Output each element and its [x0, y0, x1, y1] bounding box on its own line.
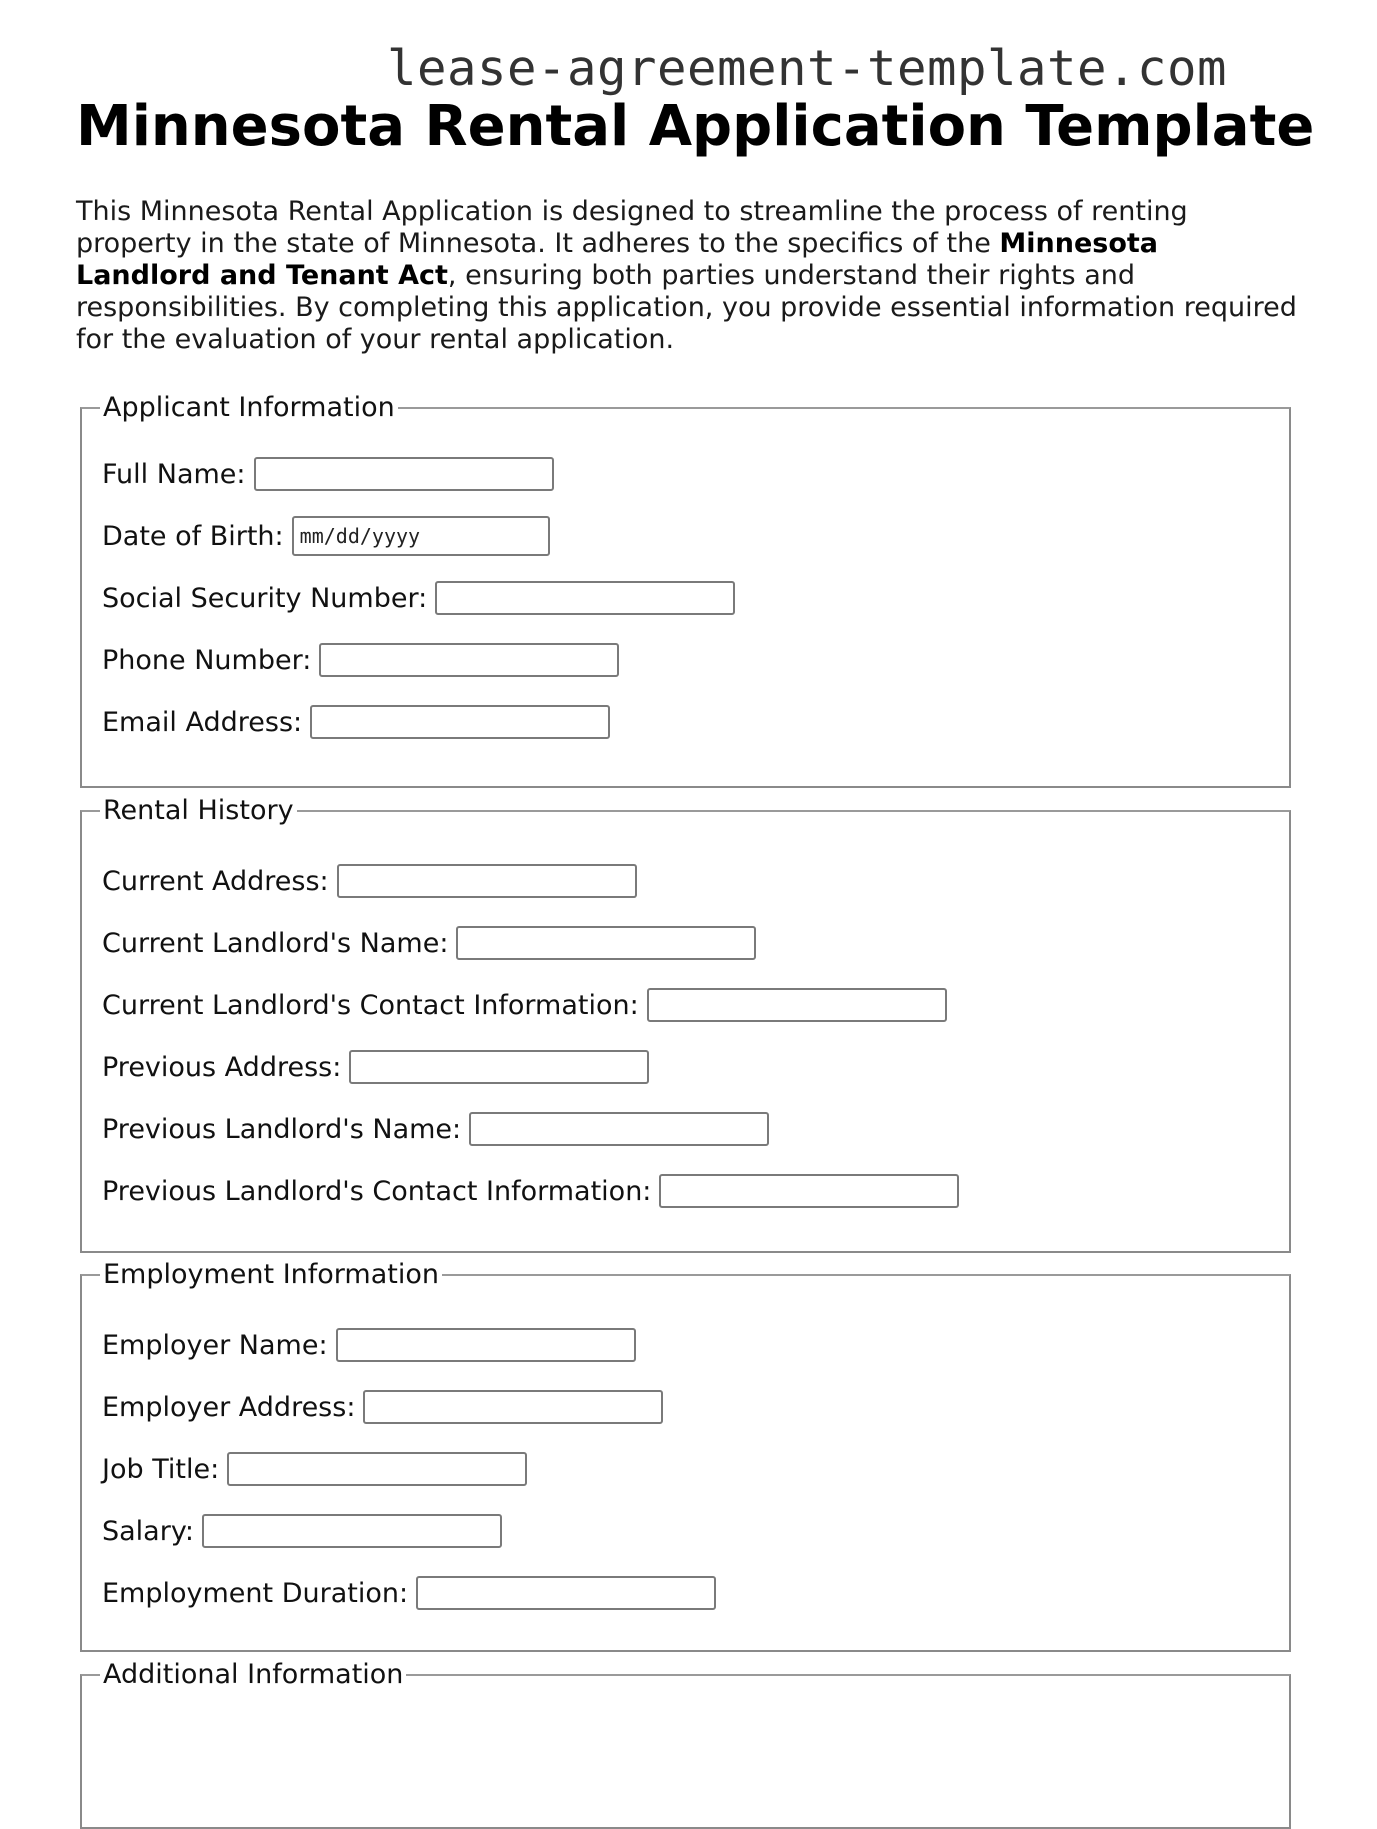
email-address-label: Email Address: — [102, 706, 303, 738]
employment-duration-row — [102, 1562, 1269, 1624]
previous-landlord-contact-input[interactable] — [659, 1174, 959, 1208]
employer-address-input[interactable] — [363, 1390, 663, 1424]
intro-paragraph — [76, 196, 1301, 356]
previous-address-row — [102, 1036, 1269, 1098]
current-landlord-contact-input[interactable] — [647, 988, 947, 1022]
phone-number-row — [102, 629, 1269, 691]
intro-text-1: This Minnesota Rental Application is designed to streamline the process of renting property in the state of Minnesota. It adheres to the specifics of the — [76, 196, 1188, 259]
job-title-label: Job Title: — [102, 1453, 220, 1485]
employment-duration-input[interactable] — [416, 1576, 716, 1610]
ssn-label: Social Security Number: — [102, 582, 428, 614]
page-title: Minnesota Rental Application Template — [76, 94, 1315, 159]
previous-landlord-contact-label: Previous Landlord's Contact Information: — [102, 1175, 652, 1207]
current-landlord-contact-row — [102, 974, 1269, 1036]
ssn-row — [102, 567, 1269, 629]
additional-information-legend: Additional Information — [103, 1659, 404, 1690]
employer-address-label: Employer Address: — [102, 1391, 356, 1423]
employer-name-label: Employer Name: — [102, 1329, 328, 1361]
full-name-row — [102, 443, 1269, 505]
salary-input[interactable] — [202, 1514, 502, 1548]
job-title-row — [102, 1438, 1269, 1500]
full-name-input[interactable] — [254, 457, 554, 491]
employment-information-section — [80, 1259, 1291, 1652]
ssn-input[interactable] — [435, 581, 735, 615]
email-address-input[interactable] — [310, 705, 610, 739]
employer-address-row — [102, 1376, 1269, 1438]
date-of-birth-label: Date of Birth: — [102, 520, 284, 552]
applicant-information-legend: Applicant Information — [103, 392, 395, 423]
phone-number-input[interactable] — [319, 643, 619, 677]
rental-history-legend: Rental History — [103, 795, 294, 826]
intro-act-name: Minnesota Landlord and Tenant Act — [76, 228, 1159, 291]
intro-text-2: , ensuring both parties understand their rights and responsibilities. By completing this application, you provide essential information required for the evaluation of your rental application. — [76, 260, 1297, 355]
salary-label: Salary: — [102, 1515, 194, 1547]
additional-information-section — [80, 1659, 1291, 1829]
previous-landlord-name-row — [102, 1098, 1269, 1160]
current-address-row — [102, 850, 1269, 912]
previous-landlord-contact-row — [102, 1160, 1269, 1222]
full-name-label: Full Name: — [102, 458, 246, 490]
date-of-birth-row — [102, 505, 1269, 567]
job-title-input[interactable] — [227, 1452, 527, 1486]
current-address-input[interactable] — [337, 864, 637, 898]
previous-address-input[interactable] — [349, 1050, 649, 1084]
employer-name-input[interactable] — [336, 1328, 636, 1362]
employer-name-row — [102, 1314, 1269, 1376]
email-address-row — [102, 691, 1269, 753]
previous-landlord-name-input[interactable] — [469, 1112, 769, 1146]
current-landlord-name-row — [102, 912, 1269, 974]
current-landlord-name-input[interactable] — [456, 926, 756, 960]
date-of-birth-input[interactable] — [292, 516, 550, 556]
current-address-label: Current Address: — [102, 865, 329, 897]
employment-duration-label: Employment Duration: — [102, 1577, 409, 1609]
salary-row — [102, 1500, 1269, 1562]
site-watermark: lease-agreement-template.com — [386, 40, 1227, 97]
previous-address-label: Previous Address: — [102, 1051, 342, 1083]
current-landlord-contact-label: Current Landlord's Contact Information: — [102, 989, 639, 1021]
current-landlord-name-label: Current Landlord's Name: — [102, 927, 449, 959]
employment-information-legend: Employment Information — [103, 1259, 439, 1290]
previous-landlord-name-label: Previous Landlord's Name: — [102, 1113, 462, 1145]
rental-history-section — [80, 795, 1291, 1253]
applicant-information-section — [80, 392, 1291, 788]
phone-number-label: Phone Number: — [102, 644, 312, 676]
